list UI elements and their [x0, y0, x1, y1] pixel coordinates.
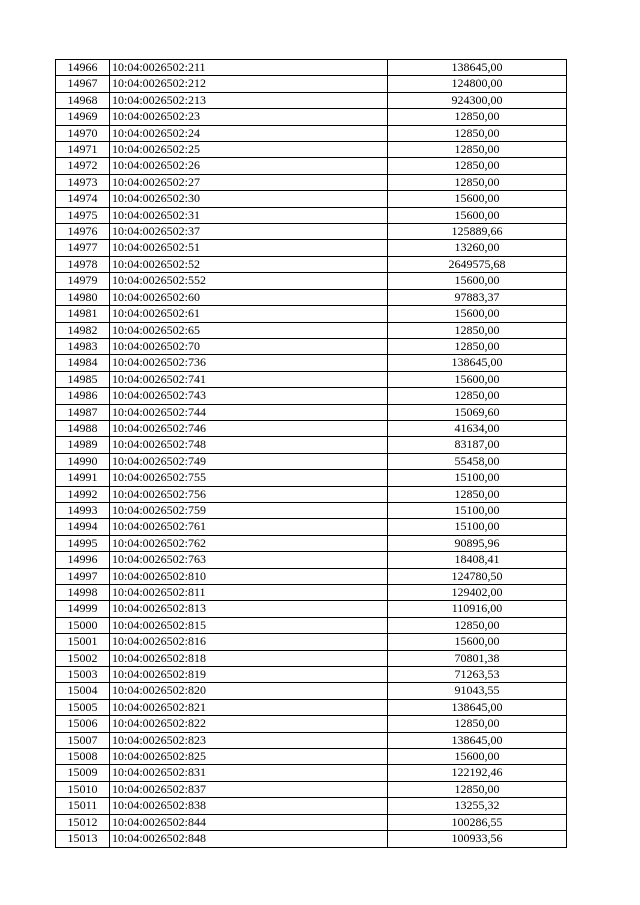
row-number-cell: 14989 — [56, 437, 110, 453]
row-number-cell: 14984 — [56, 355, 110, 371]
cadastral-number-cell: 10:04:0026502:823 — [110, 732, 388, 748]
row-number-cell: 14978 — [56, 256, 110, 272]
cadastral-value-cell: 12850,00 — [388, 338, 567, 354]
row-number-cell: 14999 — [56, 601, 110, 617]
cadastral-value-table — [55, 59, 567, 848]
cadastral-value-cell: 2649575,68 — [388, 256, 567, 272]
cadastral-number-cell: 10:04:0026502:37 — [110, 224, 388, 240]
table-row — [56, 683, 567, 699]
table-row — [56, 601, 567, 617]
row-number-cell: 14997 — [56, 568, 110, 584]
cadastral-number-cell: 10:04:0026502:762 — [110, 535, 388, 551]
table-row — [56, 617, 567, 633]
cadastral-number-cell: 10:04:0026502:821 — [110, 699, 388, 715]
cadastral-number-cell: 10:04:0026502:24 — [110, 125, 388, 141]
table-row — [56, 667, 567, 683]
cadastral-number-cell: 10:04:0026502:844 — [110, 814, 388, 830]
row-number-cell: 15003 — [56, 667, 110, 683]
cadastral-value-cell: 12850,00 — [388, 322, 567, 338]
table-row — [56, 699, 567, 715]
cadastral-value-cell: 71263,53 — [388, 667, 567, 683]
cadastral-number-cell: 10:04:0026502:23 — [110, 109, 388, 125]
table-row — [56, 453, 567, 469]
row-number-cell: 14980 — [56, 289, 110, 305]
cadastral-value-cell: 138645,00 — [388, 355, 567, 371]
cadastral-number-cell: 10:04:0026502:831 — [110, 765, 388, 781]
cadastral-number-cell: 10:04:0026502:65 — [110, 322, 388, 338]
table-row — [56, 634, 567, 650]
cadastral-value-cell: 13260,00 — [388, 240, 567, 256]
cadastral-number-cell: 10:04:0026502:749 — [110, 453, 388, 469]
row-number-cell: 14987 — [56, 404, 110, 420]
row-number-cell: 14966 — [56, 60, 110, 76]
row-number-cell: 15004 — [56, 683, 110, 699]
cadastral-number-cell: 10:04:0026502:816 — [110, 634, 388, 650]
cadastral-value-cell: 97883,37 — [388, 289, 567, 305]
cadastral-value-cell: 12850,00 — [388, 142, 567, 158]
row-number-cell: 15000 — [56, 617, 110, 633]
table-row — [56, 404, 567, 420]
cadastral-value-cell: 12850,00 — [388, 486, 567, 502]
row-number-cell: 14968 — [56, 92, 110, 108]
table-body — [56, 60, 567, 848]
cadastral-value-cell: 15600,00 — [388, 306, 567, 322]
cadastral-number-cell: 10:04:0026502:755 — [110, 470, 388, 486]
row-number-cell: 14975 — [56, 207, 110, 223]
row-number-cell: 14973 — [56, 174, 110, 190]
cadastral-number-cell: 10:04:0026502:27 — [110, 174, 388, 190]
cadastral-value-cell: 55458,00 — [388, 453, 567, 469]
table-row — [56, 76, 567, 92]
table-row — [56, 256, 567, 272]
cadastral-value-cell: 12850,00 — [388, 109, 567, 125]
cadastral-number-cell: 10:04:0026502:61 — [110, 306, 388, 322]
table-row — [56, 142, 567, 158]
cadastral-value-cell: 41634,00 — [388, 420, 567, 436]
cadastral-value-cell: 15600,00 — [388, 191, 567, 207]
row-number-cell: 14981 — [56, 306, 110, 322]
row-number-cell: 14983 — [56, 338, 110, 354]
row-number-cell: 14996 — [56, 552, 110, 568]
cadastral-value-cell: 15100,00 — [388, 470, 567, 486]
cadastral-number-cell: 10:04:0026502:813 — [110, 601, 388, 617]
cadastral-value-cell: 138645,00 — [388, 732, 567, 748]
table-row — [56, 273, 567, 289]
table-row — [56, 650, 567, 666]
row-number-cell: 14985 — [56, 371, 110, 387]
row-number-cell: 14970 — [56, 125, 110, 141]
cadastral-number-cell: 10:04:0026502:743 — [110, 388, 388, 404]
table-row — [56, 174, 567, 190]
cadastral-number-cell: 10:04:0026502:26 — [110, 158, 388, 174]
table-row — [56, 92, 567, 108]
cadastral-value-cell: 12850,00 — [388, 781, 567, 797]
cadastral-number-cell: 10:04:0026502:815 — [110, 617, 388, 633]
table-row — [56, 306, 567, 322]
row-number-cell: 15009 — [56, 765, 110, 781]
table-row — [56, 125, 567, 141]
row-number-cell: 14992 — [56, 486, 110, 502]
table-row — [56, 535, 567, 551]
table-row — [56, 191, 567, 207]
cadastral-value-cell: 70801,38 — [388, 650, 567, 666]
cadastral-number-cell: 10:04:0026502:848 — [110, 831, 388, 847]
row-number-cell: 15012 — [56, 814, 110, 830]
cadastral-value-cell: 12850,00 — [388, 158, 567, 174]
cadastral-number-cell: 10:04:0026502:741 — [110, 371, 388, 387]
row-number-cell: 14998 — [56, 585, 110, 601]
cadastral-number-cell: 10:04:0026502:60 — [110, 289, 388, 305]
row-number-cell: 14979 — [56, 273, 110, 289]
cadastral-number-cell: 10:04:0026502:761 — [110, 519, 388, 535]
cadastral-value-cell: 15100,00 — [388, 502, 567, 518]
cadastral-value-cell: 138645,00 — [388, 699, 567, 715]
table-row — [56, 109, 567, 125]
row-number-cell: 15001 — [56, 634, 110, 650]
cadastral-number-cell: 10:04:0026502:52 — [110, 256, 388, 272]
cadastral-value-cell: 15600,00 — [388, 207, 567, 223]
table-row — [56, 420, 567, 436]
cadastral-number-cell: 10:04:0026502:811 — [110, 585, 388, 601]
table-row — [56, 502, 567, 518]
cadastral-number-cell: 10:04:0026502:759 — [110, 502, 388, 518]
table-row — [56, 552, 567, 568]
row-number-cell: 15011 — [56, 798, 110, 814]
cadastral-value-cell: 15600,00 — [388, 634, 567, 650]
table-row — [56, 716, 567, 732]
cadastral-value-cell: 15069,60 — [388, 404, 567, 420]
row-number-cell: 14971 — [56, 142, 110, 158]
table-row — [56, 355, 567, 371]
row-number-cell: 14976 — [56, 224, 110, 240]
cadastral-number-cell: 10:04:0026502:212 — [110, 76, 388, 92]
cadastral-value-cell: 924300,00 — [388, 92, 567, 108]
row-number-cell: 14991 — [56, 470, 110, 486]
cadastral-value-cell: 12850,00 — [388, 125, 567, 141]
cadastral-number-cell: 10:04:0026502:763 — [110, 552, 388, 568]
cadastral-number-cell: 10:04:0026502:819 — [110, 667, 388, 683]
cadastral-number-cell: 10:04:0026502:820 — [110, 683, 388, 699]
table-row — [56, 585, 567, 601]
table-row — [56, 224, 567, 240]
table-row — [56, 781, 567, 797]
row-number-cell: 14974 — [56, 191, 110, 207]
row-number-cell: 14993 — [56, 502, 110, 518]
row-number-cell: 14972 — [56, 158, 110, 174]
table-row — [56, 470, 567, 486]
table-row — [56, 765, 567, 781]
cadastral-number-cell: 10:04:0026502:756 — [110, 486, 388, 502]
row-number-cell: 14967 — [56, 76, 110, 92]
row-number-cell: 15006 — [56, 716, 110, 732]
table-row — [56, 371, 567, 387]
table-row — [56, 240, 567, 256]
cadastral-number-cell: 10:04:0026502:744 — [110, 404, 388, 420]
cadastral-value-cell: 15600,00 — [388, 371, 567, 387]
row-number-cell: 15002 — [56, 650, 110, 666]
cadastral-number-cell: 10:04:0026502:837 — [110, 781, 388, 797]
cadastral-number-cell: 10:04:0026502:810 — [110, 568, 388, 584]
table-row — [56, 158, 567, 174]
row-number-cell: 15013 — [56, 831, 110, 847]
cadastral-number-cell: 10:04:0026502:25 — [110, 142, 388, 158]
cadastral-value-cell: 129402,00 — [388, 585, 567, 601]
cadastral-value-cell: 12850,00 — [388, 388, 567, 404]
cadastral-number-cell: 10:04:0026502:51 — [110, 240, 388, 256]
table-row — [56, 831, 567, 847]
cadastral-value-cell: 13255,32 — [388, 798, 567, 814]
table-row — [56, 486, 567, 502]
table-row — [56, 732, 567, 748]
table-row — [56, 289, 567, 305]
table-row — [56, 388, 567, 404]
cadastral-value-cell: 15100,00 — [388, 519, 567, 535]
cadastral-number-cell: 10:04:0026502:211 — [110, 60, 388, 76]
row-number-cell: 14969 — [56, 109, 110, 125]
table-row — [56, 798, 567, 814]
cadastral-value-cell: 83187,00 — [388, 437, 567, 453]
row-number-cell: 14990 — [56, 453, 110, 469]
cadastral-number-cell: 10:04:0026502:70 — [110, 338, 388, 354]
cadastral-value-cell: 12850,00 — [388, 716, 567, 732]
row-number-cell: 15005 — [56, 699, 110, 715]
cadastral-value-cell: 122192,46 — [388, 765, 567, 781]
row-number-cell: 14988 — [56, 420, 110, 436]
table-row — [56, 60, 567, 76]
row-number-cell: 15007 — [56, 732, 110, 748]
cadastral-value-cell: 125889,66 — [388, 224, 567, 240]
table-row — [56, 437, 567, 453]
cadastral-number-cell: 10:04:0026502:748 — [110, 437, 388, 453]
row-number-cell: 15008 — [56, 749, 110, 765]
row-number-cell: 15010 — [56, 781, 110, 797]
cadastral-number-cell: 10:04:0026502:818 — [110, 650, 388, 666]
cadastral-number-cell: 10:04:0026502:825 — [110, 749, 388, 765]
cadastral-number-cell: 10:04:0026502:736 — [110, 355, 388, 371]
cadastral-value-cell: 12850,00 — [388, 174, 567, 190]
row-number-cell: 14986 — [56, 388, 110, 404]
cadastral-number-cell: 10:04:0026502:552 — [110, 273, 388, 289]
table-row — [56, 568, 567, 584]
table-row — [56, 814, 567, 830]
cadastral-number-cell: 10:04:0026502:31 — [110, 207, 388, 223]
cadastral-number-cell: 10:04:0026502:30 — [110, 191, 388, 207]
table-row — [56, 207, 567, 223]
cadastral-value-cell: 91043,55 — [388, 683, 567, 699]
cadastral-value-cell: 90895,96 — [388, 535, 567, 551]
row-number-cell: 14994 — [56, 519, 110, 535]
cadastral-number-cell: 10:04:0026502:213 — [110, 92, 388, 108]
cadastral-value-cell: 15600,00 — [388, 749, 567, 765]
row-number-cell: 14982 — [56, 322, 110, 338]
cadastral-value-cell: 100286,55 — [388, 814, 567, 830]
cadastral-value-cell: 18408,41 — [388, 552, 567, 568]
cadastral-number-cell: 10:04:0026502:822 — [110, 716, 388, 732]
cadastral-number-cell: 10:04:0026502:838 — [110, 798, 388, 814]
cadastral-value-cell: 100933,56 — [388, 831, 567, 847]
table-row — [56, 338, 567, 354]
cadastral-value-cell: 15600,00 — [388, 273, 567, 289]
cadastral-value-cell: 124800,00 — [388, 76, 567, 92]
table-row — [56, 749, 567, 765]
cadastral-value-cell: 124780,50 — [388, 568, 567, 584]
cadastral-value-cell: 138645,00 — [388, 60, 567, 76]
cadastral-value-cell: 110916,00 — [388, 601, 567, 617]
cadastral-number-cell: 10:04:0026502:746 — [110, 420, 388, 436]
row-number-cell: 14977 — [56, 240, 110, 256]
row-number-cell: 14995 — [56, 535, 110, 551]
cadastral-value-cell: 12850,00 — [388, 617, 567, 633]
table-row — [56, 519, 567, 535]
table-row — [56, 322, 567, 338]
